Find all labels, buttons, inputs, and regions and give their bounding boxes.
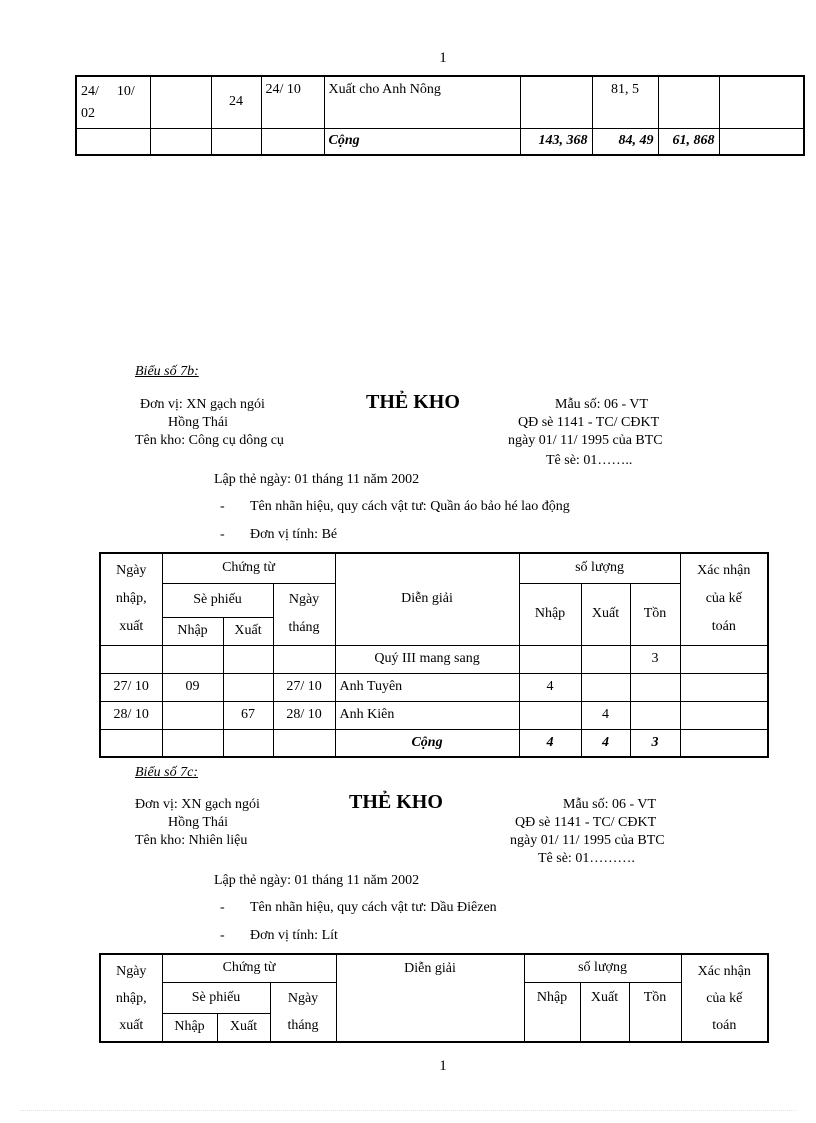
cell bbox=[223, 729, 273, 757]
total-value: 61, 868 bbox=[658, 128, 719, 155]
cell: 27/ 10 bbox=[100, 673, 162, 701]
col-header-confirm: Xác nhận của kế toán bbox=[681, 954, 768, 1042]
sheet-number: Tê sè: 01………. bbox=[538, 851, 635, 866]
form-number: Mẫu số: 06 - VT bbox=[555, 397, 649, 412]
cell bbox=[100, 729, 162, 757]
col-header-quantity: số lượng bbox=[524, 954, 681, 982]
cell bbox=[680, 673, 768, 701]
col-header-description: Diễn giải bbox=[335, 553, 519, 645]
date-cell: 24/ 10/ 02 bbox=[76, 76, 150, 128]
col-header-date: Ngày nhập, xuất bbox=[100, 954, 162, 1042]
cell: 3 bbox=[630, 645, 680, 673]
decision-number: QĐ sè 1141 - TC/ CĐKT bbox=[518, 415, 660, 430]
header-row bbox=[100, 954, 768, 982]
col-header-in: Nhập bbox=[162, 1013, 217, 1042]
cell bbox=[273, 645, 335, 673]
col-header-description: Diễn giải bbox=[336, 954, 524, 1042]
cell bbox=[162, 701, 223, 729]
col-header-confirm: Xác nhận của kế toán bbox=[680, 553, 768, 645]
cell bbox=[680, 729, 768, 757]
created-date: Lập thẻ ngày: 01 tháng 11 năm 2002 bbox=[214, 472, 420, 487]
top-ledger-table bbox=[75, 75, 805, 156]
decision-date: ngày 01/ 11/ 1995 của BTC bbox=[508, 433, 663, 448]
col-header-voucher: Chứng từ bbox=[162, 954, 336, 982]
cell: 81, 5 bbox=[592, 76, 658, 128]
col-header-qty-balance: Tồn bbox=[630, 583, 680, 645]
form-number: Mẫu số: 06 - VT bbox=[563, 797, 657, 812]
item-name: - Tên nhãn hiệu, quy cách vật tư: Dầu Điêzen bbox=[220, 900, 497, 915]
table-row bbox=[100, 673, 768, 701]
unit-of-measure: - Đơn vị tính: Lít bbox=[220, 928, 338, 943]
cell: 24 bbox=[211, 76, 261, 128]
cell bbox=[658, 76, 719, 128]
unit-name: Đơn vị: XN gạch ngói bbox=[135, 797, 260, 812]
unit-name-2: Hồng Thái bbox=[168, 415, 229, 430]
cell bbox=[223, 673, 273, 701]
cell bbox=[100, 645, 162, 673]
col-header-out: Xuất bbox=[217, 1013, 270, 1042]
table-row bbox=[100, 645, 768, 673]
total-value: 143, 368 bbox=[520, 128, 592, 155]
cell bbox=[680, 645, 768, 673]
cell bbox=[273, 729, 335, 757]
item-name: - Tên nhãn hiệu, quy cách vật tư: Quần áo bảo hé lao động bbox=[220, 499, 570, 514]
col-header-slip: Sè phiếu bbox=[162, 982, 270, 1013]
cell bbox=[630, 701, 680, 729]
cell bbox=[211, 128, 261, 155]
card-title: THẺ KHO bbox=[366, 391, 460, 413]
total-value: 4 bbox=[519, 729, 581, 757]
col-header-qty-in: Nhập bbox=[519, 583, 581, 645]
total-value: 4 bbox=[581, 729, 630, 757]
sheet-number: Tê sè: 01…….. bbox=[546, 453, 633, 468]
cell bbox=[520, 76, 592, 128]
warehouse-name: Tên kho: Công cụ dông cụ bbox=[135, 433, 284, 448]
unit-name: Đơn vị: XN gạch ngói bbox=[140, 397, 265, 412]
col-header-qty-in: Nhập bbox=[524, 982, 580, 1042]
col-header-date: Ngày nhập, xuất bbox=[100, 553, 162, 645]
table-row bbox=[100, 701, 768, 729]
form-label-7b: Biểu số 7b: bbox=[135, 364, 199, 379]
cell: Anh Kiên bbox=[335, 701, 519, 729]
cell bbox=[76, 128, 150, 155]
cell: 09 bbox=[162, 673, 223, 701]
cell bbox=[719, 76, 804, 128]
total-value: 84, 49 bbox=[592, 128, 658, 155]
cell bbox=[680, 701, 768, 729]
total-value: 3 bbox=[630, 729, 680, 757]
page-number-bottom: 1 bbox=[439, 1058, 447, 1074]
cell bbox=[519, 701, 581, 729]
cell bbox=[150, 128, 211, 155]
cell: 4 bbox=[581, 701, 630, 729]
created-date: Lập thẻ ngày: 01 tháng 11 năm 2002 bbox=[214, 873, 420, 888]
col-header-out: Xuất bbox=[223, 617, 273, 645]
cell: Anh Tuyên bbox=[335, 673, 519, 701]
col-header-qty-balance: Tồn bbox=[629, 982, 681, 1042]
card-title: THẺ KHO bbox=[349, 791, 443, 813]
col-header-voucher: Chứng từ bbox=[162, 553, 335, 583]
cell bbox=[261, 128, 324, 155]
col-header-in: Nhập bbox=[162, 617, 223, 645]
form-label-7c: Biểu số 7c: bbox=[135, 765, 198, 780]
unit-name-2: Hồng Thái bbox=[168, 815, 229, 830]
footer-divider bbox=[20, 1110, 796, 1111]
stock-card-table-7c bbox=[99, 953, 769, 1043]
cell bbox=[519, 645, 581, 673]
total-label: Cộng bbox=[324, 128, 520, 155]
col-header-qty-out: Xuất bbox=[580, 982, 629, 1042]
table-row bbox=[76, 128, 804, 155]
cell bbox=[581, 645, 630, 673]
col-header-voucher-date: Ngày tháng bbox=[270, 982, 336, 1042]
decision-number: QĐ sè 1141 - TC/ CĐKT bbox=[515, 815, 657, 830]
cell: 24/ 10 bbox=[261, 76, 324, 128]
table-row bbox=[76, 76, 804, 128]
cell bbox=[162, 729, 223, 757]
decision-date: ngày 01/ 11/ 1995 của BTC bbox=[510, 833, 665, 848]
cell bbox=[719, 128, 804, 155]
cell bbox=[223, 645, 273, 673]
total-row bbox=[100, 729, 768, 757]
cell bbox=[150, 76, 211, 128]
total-label: Cộng bbox=[335, 729, 519, 757]
cell bbox=[162, 645, 223, 673]
cell: 67 bbox=[223, 701, 273, 729]
col-header-quantity: số lượng bbox=[519, 553, 680, 583]
cell: Quý III mang sang bbox=[335, 645, 519, 673]
page-number-top: 1 bbox=[439, 50, 447, 66]
warehouse-name: Tên kho: Nhiên liệu bbox=[135, 833, 248, 848]
cell bbox=[630, 673, 680, 701]
header-row bbox=[100, 553, 768, 583]
cell bbox=[581, 673, 630, 701]
cell: 28/ 10 bbox=[273, 701, 335, 729]
cell: 27/ 10 bbox=[273, 673, 335, 701]
cell: Xuất cho Anh Nông bbox=[324, 76, 520, 128]
cell: 4 bbox=[519, 673, 581, 701]
col-header-slip: Sè phiếu bbox=[162, 583, 273, 617]
unit-of-measure: - Đơn vị tính: Bé bbox=[220, 527, 338, 542]
col-header-voucher-date: Ngày tháng bbox=[273, 583, 335, 645]
col-header-qty-out: Xuất bbox=[581, 583, 630, 645]
stock-card-table-7b bbox=[99, 552, 769, 758]
cell: 28/ 10 bbox=[100, 701, 162, 729]
